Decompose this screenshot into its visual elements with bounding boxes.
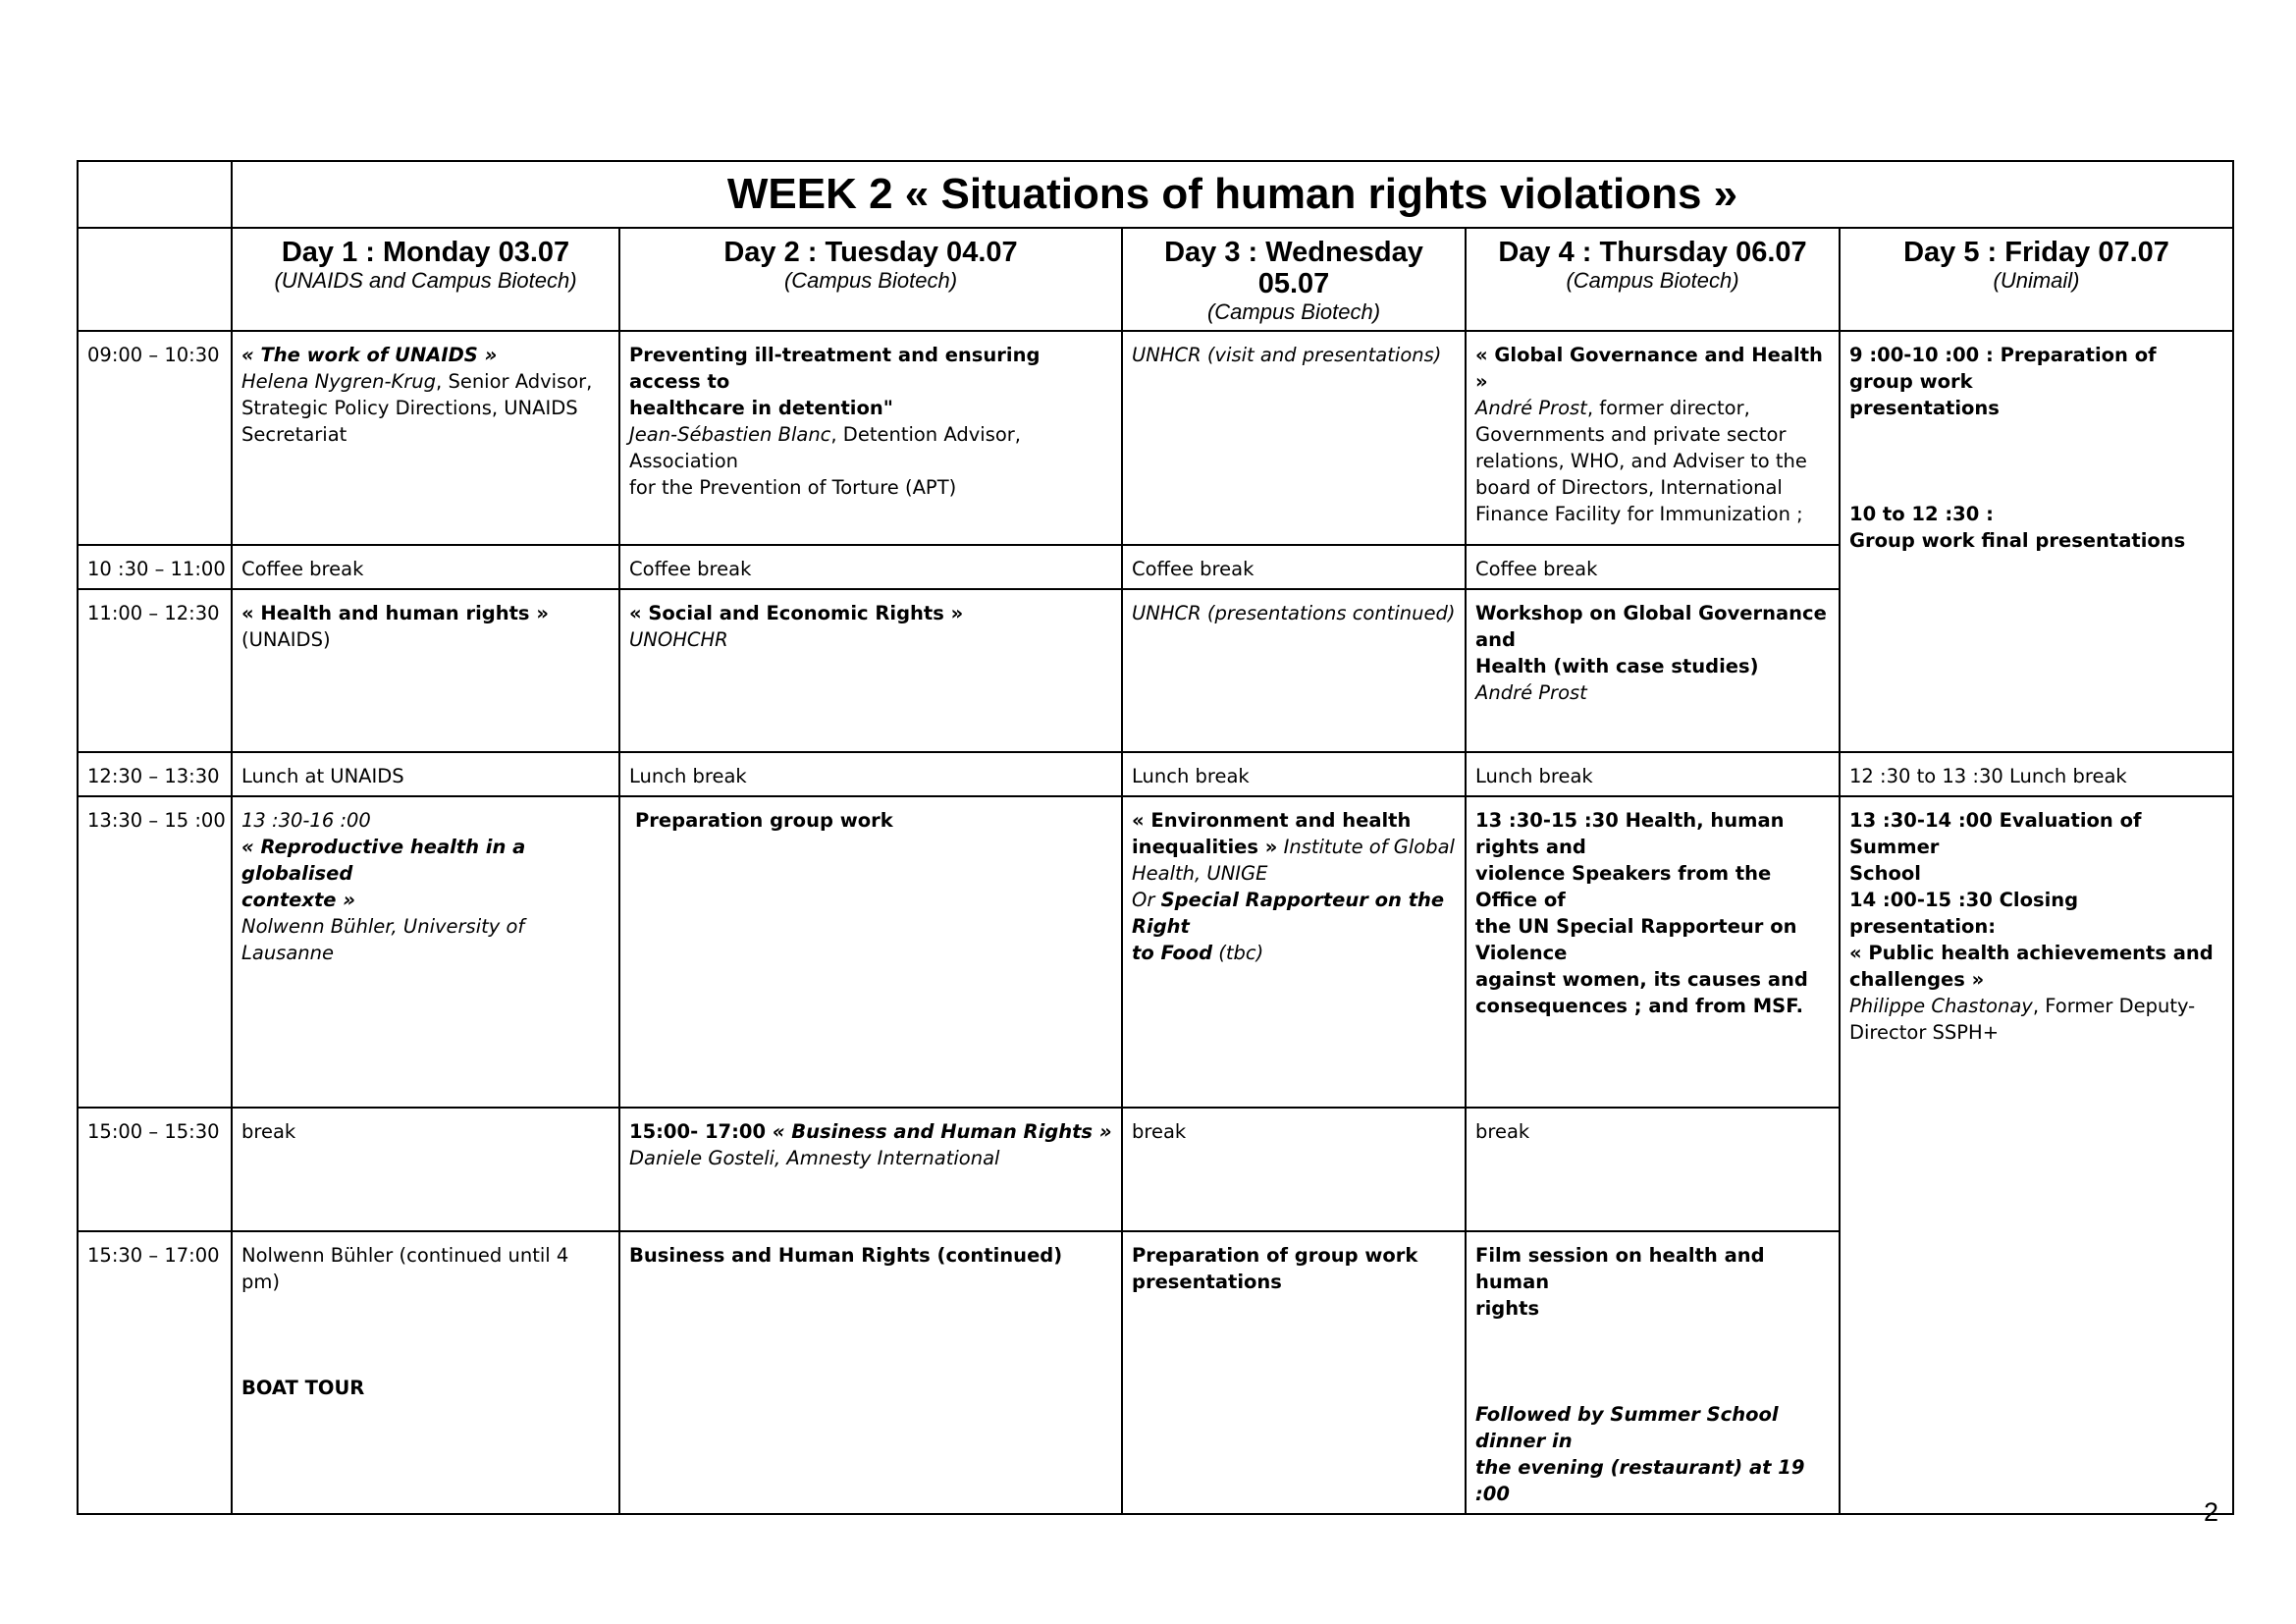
speaker-role: , Senior Advisor, — [436, 370, 593, 393]
speaker-role: for the Prevention of Torture (APT) — [629, 476, 957, 499]
corner-cell — [78, 161, 232, 228]
session-cell — [232, 796, 619, 1108]
speaker-role: , Former Deputy- — [2032, 995, 2196, 1017]
break-cell: Lunch break — [619, 752, 1122, 796]
day-name: Day 2 : Tuesday 04.07 — [723, 237, 1018, 268]
session-title-alt: Special Rapporteur on the Right — [1132, 889, 1445, 938]
session-note: the evening (restaurant) at 19 :00 — [1475, 1456, 1805, 1505]
speaker-role: , Detention Advisor, Association — [629, 423, 1022, 472]
session-title: 14 :00-15 :30 Closing presentation: — [1849, 889, 2079, 938]
session-title: presentations — [1132, 1271, 1282, 1293]
session-cell — [1466, 589, 1840, 752]
time-slot: 10 :30 – 11:00 — [78, 545, 232, 589]
session-cell — [1122, 331, 1466, 545]
session-title: Business and Human Rights (continued) — [629, 1244, 1063, 1267]
session-cell-friday-afternoon — [1840, 796, 2233, 1514]
session-title: Nolwenn Bühler (continued until 4 pm) — [241, 1244, 569, 1293]
speaker-role: Strategic Policy Directions, UNAIDS — [241, 397, 578, 419]
session-cell — [619, 331, 1122, 545]
header-time-cell — [78, 228, 232, 331]
session-note: (tbc) — [1212, 942, 1264, 964]
session-title: Health (with case studies) — [1475, 655, 1759, 677]
day-header-1 — [232, 228, 619, 331]
session-title: School — [1849, 862, 1921, 885]
speaker-name: Helena Nygren-Krug — [241, 370, 437, 393]
session-cell — [619, 589, 1122, 752]
speaker-name: Philippe Chastonay — [1849, 995, 2033, 1017]
session-title: Film session on health and human — [1475, 1244, 1765, 1293]
break-cell: Lunch break — [1122, 752, 1466, 796]
speaker-role: relations, WHO, and Adviser to the — [1475, 450, 1807, 472]
session-title: « Health and human rights » — [241, 602, 549, 624]
session-title: UNHCR (presentations continued) — [1132, 602, 1456, 624]
speaker-name: Nolwenn Bühler, University of Lausanne — [241, 915, 525, 964]
page-number: 2 — [2204, 1497, 2219, 1527]
session-time: 15:00- 17:00 — [629, 1120, 773, 1143]
session-cell — [232, 331, 619, 545]
session-title: 13 :30-14 :00 Evaluation of Summer — [1849, 809, 2142, 858]
session-host: Institute of Global — [1277, 836, 1455, 858]
session-title: « Business and Human Rights » — [772, 1120, 1112, 1143]
speaker-role: Director SSPH+ — [1849, 1021, 2000, 1044]
day-header-5 — [1840, 228, 2233, 331]
session-cell — [619, 796, 1122, 1108]
session-title-alt: to Food — [1132, 942, 1213, 964]
day-name: Day 1 : Monday 03.07 — [281, 237, 570, 268]
session-title: Preventing ill-treatment and ensuring access to — [629, 344, 1041, 393]
break-cell: Coffee break — [1122, 545, 1466, 589]
session-title: the UN Special Rapporteur on Violence — [1475, 915, 1797, 964]
day-location: (Unimail) — [1993, 268, 2080, 293]
time-slot: 13:30 – 15 :00 — [78, 796, 232, 1108]
session-title: 10 to 12 :30 : — [1849, 503, 1994, 525]
session-title: challenges » — [1849, 968, 1985, 991]
speaker-name: André Prost — [1475, 681, 1587, 704]
day-name: Day 4 : Thursday 06.07 — [1498, 237, 1807, 268]
break-cell: Coffee break — [232, 545, 619, 589]
session-title: presentations — [1849, 397, 2000, 419]
session-cell — [232, 589, 619, 752]
speaker-name: Jean-Sébastien Blanc — [629, 423, 831, 446]
session-title: contexte » — [241, 889, 355, 911]
time-slot: 15:30 – 17:00 — [78, 1231, 232, 1514]
speaker-name: UNOHCHR — [629, 628, 728, 651]
session-title: violence Speakers from the Office of — [1475, 862, 1772, 911]
session-cell-friday-morning — [1840, 331, 2233, 752]
day-location: (UNAIDS and Campus Biotech) — [274, 268, 577, 293]
speaker-role: board of Directors, International — [1475, 476, 1783, 499]
session-title: « The work of UNAIDS » — [241, 344, 498, 366]
day-header-4 — [1466, 228, 1840, 331]
session-host: Health, UNIGE — [1132, 862, 1268, 885]
session-title: « Public health achievements and — [1849, 942, 2214, 964]
break-cell: Coffee break — [1466, 545, 1840, 589]
speaker-role: Governments and private sector — [1475, 423, 1787, 446]
time-slot: 12:30 – 13:30 — [78, 752, 232, 796]
session-title: Group work final presentations — [1849, 529, 2186, 552]
day-name: Day 3 : Wednesday 05.07 — [1164, 237, 1423, 299]
session-cell — [1466, 331, 1840, 545]
session-title: « Social and Economic Rights » — [629, 602, 964, 624]
speaker-role: Finance Facility for Immunization ; — [1475, 503, 1803, 525]
break-cell: break — [1466, 1108, 1840, 1231]
session-title: inequalities » — [1132, 836, 1278, 858]
session-title: 13 :30-15 :30 Health, human rights and — [1475, 809, 1785, 858]
day-location: (Campus Biotech) — [783, 268, 958, 293]
speaker-role: Secretariat — [241, 423, 347, 446]
day-header-2 — [619, 228, 1122, 331]
session-title: Preparation group work — [635, 809, 893, 832]
day-location: (Campus Biotech) — [1206, 299, 1381, 324]
session-title: « Global Governance and Health » — [1475, 344, 1823, 393]
speaker-name: André Prost — [1475, 397, 1587, 419]
session-title: rights — [1475, 1297, 1540, 1320]
session-title: 9 :00-10 :00 : Preparation of group work — [1849, 344, 2157, 393]
session-title: UNHCR (visit and presentations) — [1132, 344, 1442, 366]
session-cell — [1466, 1231, 1840, 1514]
session-title: consequences ; and from MSF. — [1475, 995, 1804, 1017]
break-cell: Coffee break — [619, 545, 1122, 589]
session-note: Followed by Summer School dinner in — [1475, 1403, 1779, 1452]
session-title: healthcare in detention" — [629, 397, 893, 419]
session-cell — [1122, 589, 1466, 752]
session-alt: Or — [1132, 889, 1161, 911]
week-title: WEEK 2 « Situations of human rights violations » — [232, 161, 2233, 228]
day-name: Day 5 : Friday 07.07 — [1903, 237, 2169, 268]
schedule-table — [77, 160, 2234, 1515]
session-title: Workshop on Global Governance and — [1475, 602, 1827, 651]
session-title: « Reproductive health in a globalised — [241, 836, 526, 885]
session-title: « Environment and health — [1132, 809, 1412, 832]
session-cell — [1122, 796, 1466, 1108]
session-location: (UNAIDS) — [241, 628, 331, 651]
break-cell: break — [1122, 1108, 1466, 1231]
session-title: against women, its causes and — [1475, 968, 1808, 991]
session-title: BOAT TOUR — [241, 1377, 365, 1399]
break-cell: Lunch break — [1466, 752, 1840, 796]
session-cell — [1466, 796, 1840, 1108]
break-cell: 12 :30 to 13 :30 Lunch break — [1840, 752, 2233, 796]
session-time: 13 :30-16 :00 — [241, 809, 371, 832]
time-slot: 09:00 – 10:30 — [78, 331, 232, 545]
time-slot: 11:00 – 12:30 — [78, 589, 232, 752]
day-location: (Campus Biotech) — [1566, 268, 1739, 293]
break-cell: Lunch at UNAIDS — [232, 752, 619, 796]
session-cell — [619, 1231, 1122, 1514]
speaker-role: , former director, — [1586, 397, 1750, 419]
session-title: Preparation of group work — [1132, 1244, 1418, 1267]
break-cell: break — [232, 1108, 619, 1231]
speaker-name: Daniele Gosteli, Amnesty International — [629, 1147, 1000, 1169]
time-slot: 15:00 – 15:30 — [78, 1108, 232, 1231]
session-cell — [619, 1108, 1122, 1231]
day-header-3 — [1122, 228, 1466, 331]
session-cell — [1122, 1231, 1466, 1514]
session-cell — [232, 1231, 619, 1514]
